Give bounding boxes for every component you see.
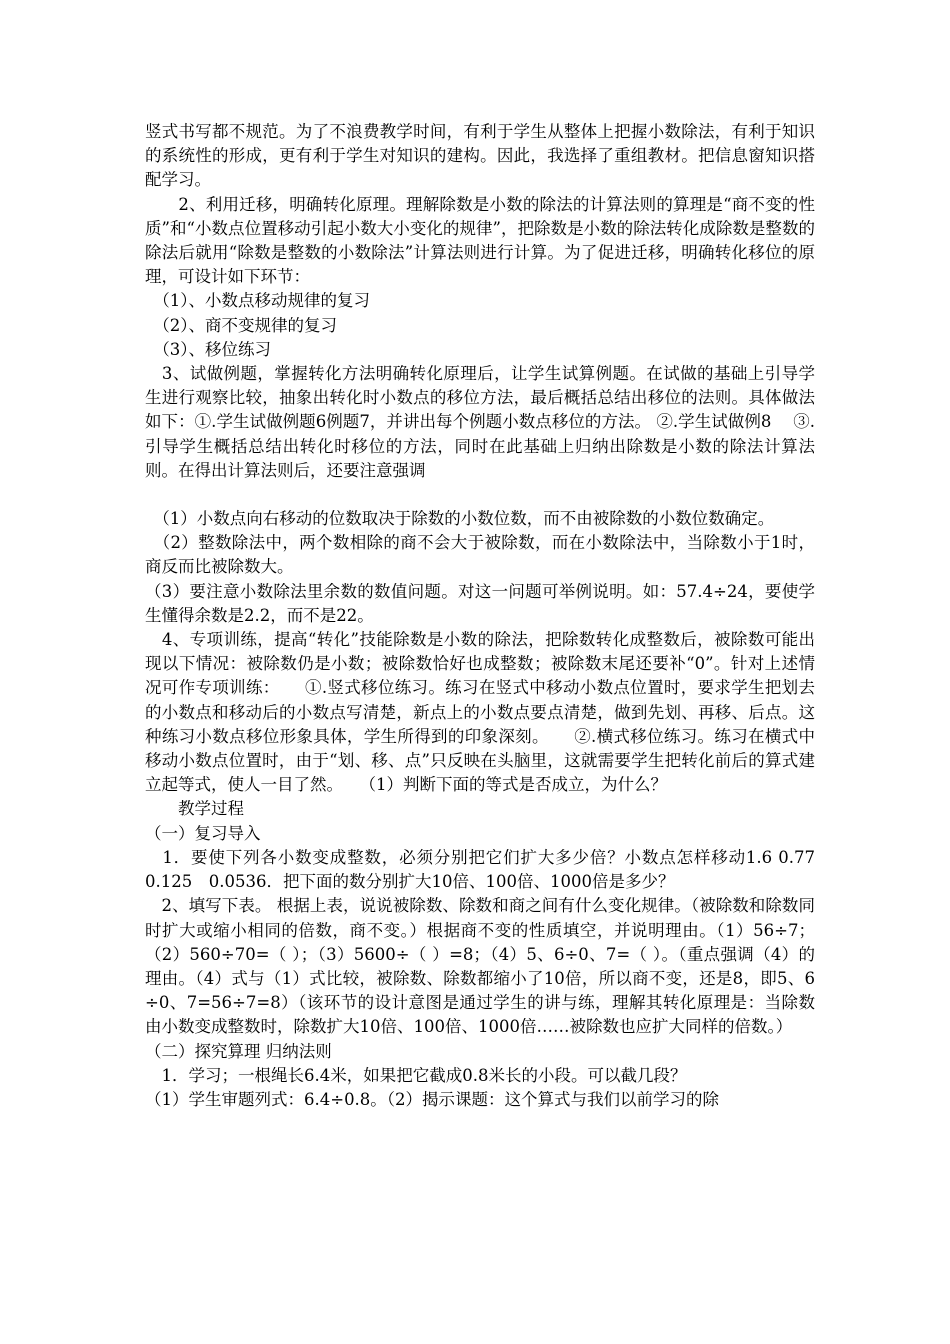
paragraph-4: 4、专项训练，提高“转化”技能除数是小数的除法，把除数转化成整数后，被除数可能出现以下情况：被除数仍是小数；被除数恰好也成整数；被除数末尾还要补“0”。针对上述情况可作专项训练： ①.竖式移位练习。练习在竖式中移动小数点位置时，要求学生把划去的小数点和移动后的小数点写清楚，新点上的小数点要点清楚，做到先划、再移、后点。这种练习小数点移位形象具体，学生所得到的印象深刻。 ②.横式移位练习。练习在横式中移动小数点位置时，由于“划、移、点”只反映在头脑里，这就需要学生把转化前后的算式建立起等式，使人一目了然。 （1）判断下面的等式是否成立，为什么？ [145,630,815,795]
paragraph-3: 3、试做例题，掌握转化方法明确转化原理后，让学生试算例题。在试做的基础上引导学生进行观察比较，抽象出转化时小数点的移位方法，最后概括总结出移位的法则。具体做法如下：①.学生试做例题6例题7，并讲出每个例题小数点移位的方法。 ②.学生试做例8 ③.引导学生概括总结出转化时移位的方法，同时在此基础上归纳出除数是小数的除法计算法则。在得出计算法则后，还要注意强调 [145,364,815,480]
section-heading-review: （一）复习导入 [145,823,261,843]
list-item-2: （2）、商不变规律的复习 [145,315,337,335]
note-2: （2）整数除法中，两个数相除的商不会大于被除数，而在小数除法中，当除数小于1时，商反而比被除数大。 [145,533,815,577]
document-body [145,120,832,1112]
paragraph-8: （1）学生审题列式：6.4÷0.8。（2）揭示课题：这个算式与我们以前学习的除 [145,1089,720,1109]
list-item-3: （3）、移位练习 [145,339,271,359]
blank-line [145,483,815,507]
list-item-1: （1）、小数点移动规律的复习 [145,291,370,311]
section-heading-explore: （二）探究算理 归纳法则 [145,1041,332,1061]
note-1: （1）小数点向右移动的位数取决于除数的小数位数，而不由被除数的小数位数确定。 [145,509,775,529]
section-heading-teaching-process: 教学过程 [145,799,244,819]
paragraph-1: 竖式书写都不规范。为了不浪费教学时间，有利于学生从整体上把握小数除法，有利于知识的系统性的形成，更有利于学生对知识的建构。因此，我选择了重组教材。把信息窗知识搭配学习。 [145,122,815,190]
note-3: （3）要注意小数除法里余数的数值问题。对这一问题可举例说明。如：57.4÷24，要使学生懂得余数是2.2，而不是22。 [145,581,815,625]
paragraph-6: 2、填写下表。 根据上表，说说被除数、除数和商之间有什么变化规律。（被除数和除数同时扩大或缩小相同的倍数，商不变。）根据商不变的性质填空，并说明理由。（1）56÷7；（2）560÷70=（ ）；（3）5600÷（ ）=8；（4）5、6÷0、7=（ ）。（重点强调（4）的理由。（4）式与（1）式比较，被除数、除数都缩小了10倍，所以商不变，还是8，即5、6÷0、7=56÷7=8）（该环节的设计意图是通过学生的讲与练，理解其转化原理是：当除数由小数变成整数时，除数扩大10倍、100倍、1000倍……被除数也应扩大同样的倍数。） [145,896,815,1037]
paragraph-5: 1．要使下列各小数变成整数，必须分别把它们扩大多少倍？小数点怎样移动1.6 0.77 0.125 0.0536．把下面的数分别扩大10倍、100倍、1000倍是多少？ [145,847,832,892]
paragraph-2: 2、利用迁移，明确转化原理。理解除数是小数的除法的计算法则的算理是“商不变的性质”和“小数点位置移动引起小数大小变化的规律”，把除数是小数的除法转化成除数是整数的除法后就用“除数是整数的小数除法”计算法则进行计算。为了促进迁移，明确转化移位的原理，可设计如下环节： [145,194,815,287]
paragraph-7: 1．学习；一根绳长6.4米，如果把它截成0.8米长的小段。可以截几段？ [145,1065,687,1085]
